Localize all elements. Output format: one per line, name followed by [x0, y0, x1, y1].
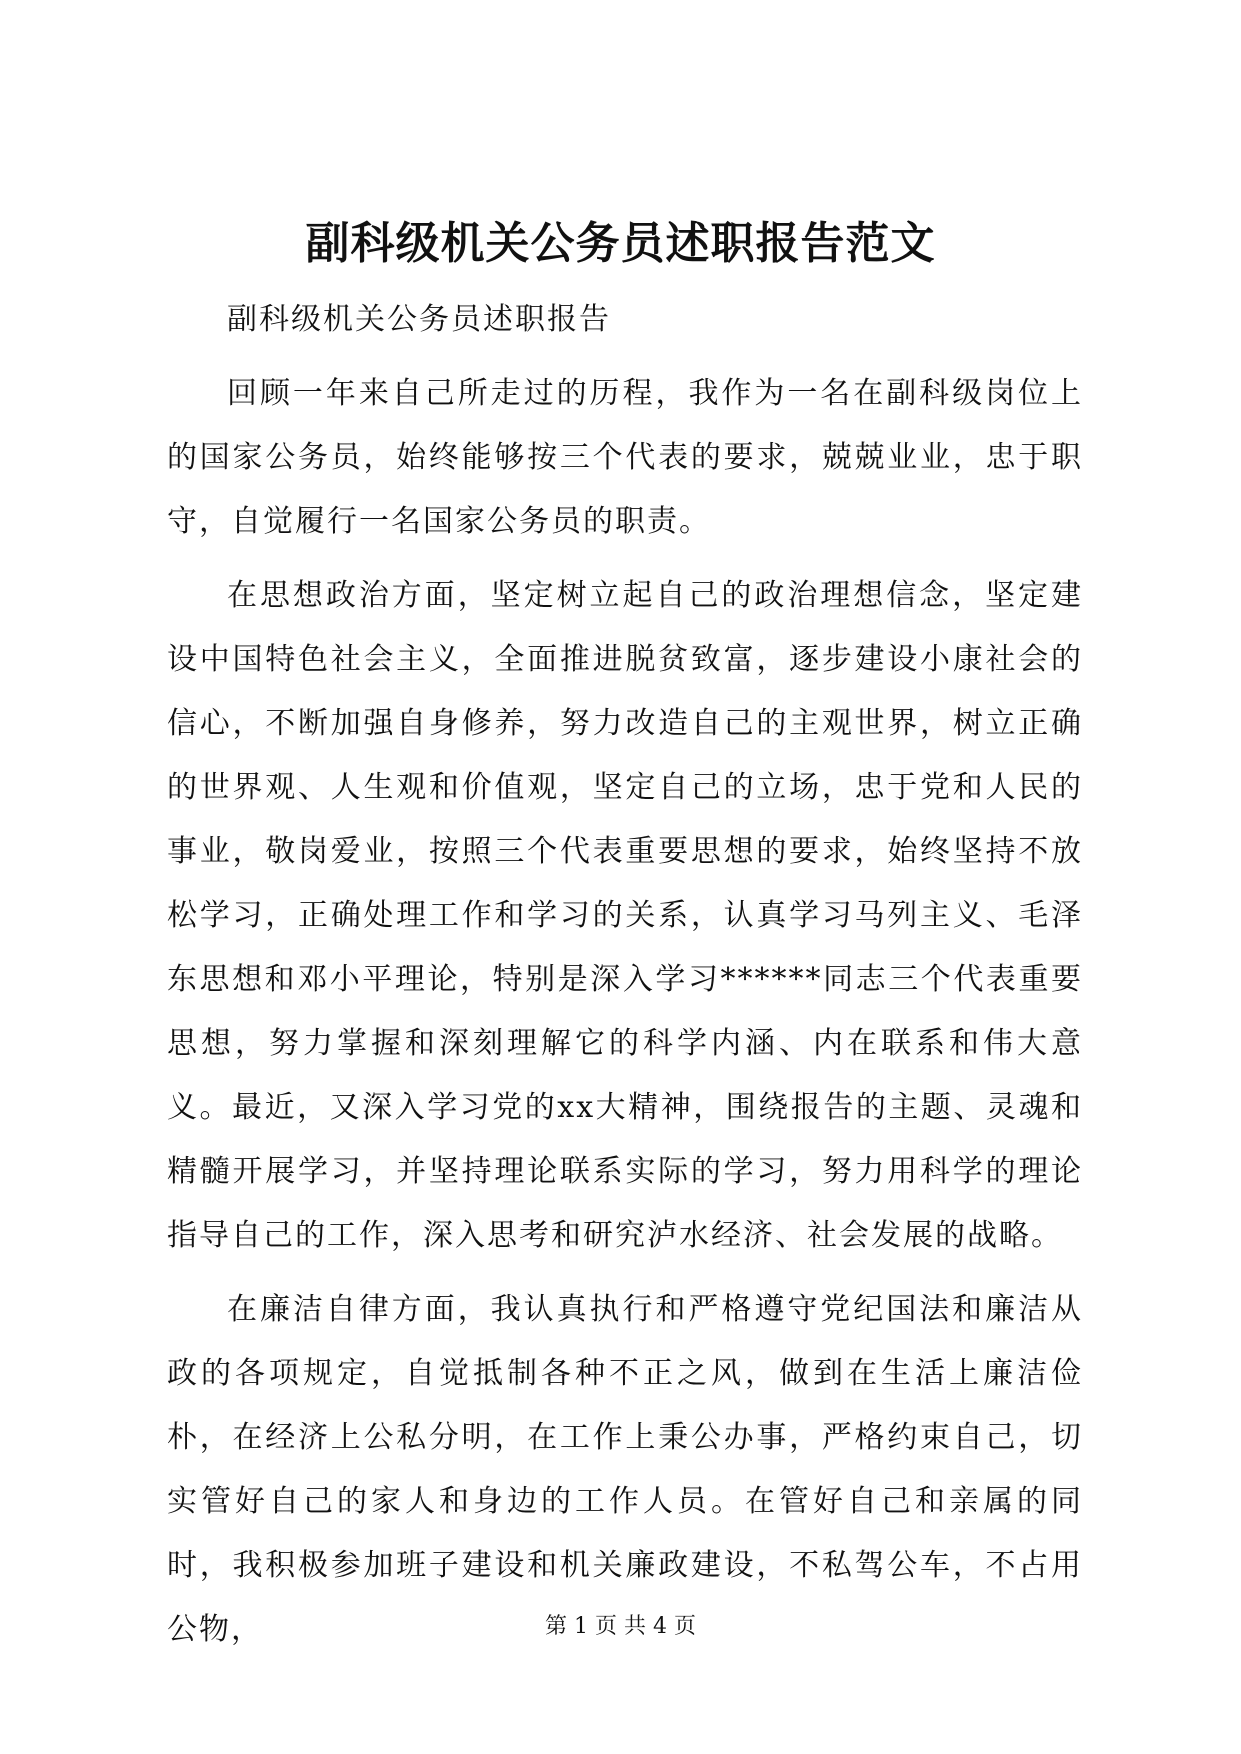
document-body	[167, 288, 1083, 1662]
document-title: 副科级机关公务员述职报告范文	[305, 218, 936, 269]
paragraph-intro: 回顾一年来自己所走过的历程，我作为一名在副科级岗位上的国家公务员，始终能够按三个代表的要求，兢兢业业，忠于职守，自觉履行一名国家公务员的职责。	[167, 376, 1083, 539]
document-subtitle: 副科级机关公务员述职报告	[227, 302, 611, 337]
paragraph-political-thought: 在思想政治方面，坚定树立起自己的政治理想信念，坚定建设中国特色社会主义，全面推进脱贫致富，逐步建设小康社会的信心，不断加强自身修养，努力改造自己的主观世界，树立正确的世界观、人生观和价值观，坚定自己的立场，忠于党和人民的事业，敬岗爱业，按照三个代表重要思想的要求，始终坚持不放松学习，正确处理工作和学习的关系，认真学习马列主义、毛泽东思想和邓小平理论，特别是深入学习******同志三个代表重要思想，努力掌握和深刻理解它的科学内涵、内在联系和伟大意义。最近，又深入学习党的xx大精神，围绕报告的主题、灵魂和精髓开展学习，并坚持理论联系实际的学习，努力用科学的理论指导自己的工作，深入思考和研究泸水经济、社会发展的战略。	[167, 578, 1083, 1253]
page-number-label: 第 1 页 共 4 页	[545, 1614, 696, 1639]
page-footer	[0, 1612, 1241, 1642]
paragraph-integrity: 在廉洁自律方面，我认真执行和严格遵守党纪国法和廉洁从政的各项规定，自觉抵制各种不正之风，做到在生活上廉洁俭朴，在经济上公私分明，在工作上秉公办事，严格约束自己，切实管好自己的家人和身边的工作人员。在管好自己和亲属的同时，我积极参加班子建设和机关廉政建设，不私驾公车，不占用公物，	[167, 1292, 1083, 1647]
